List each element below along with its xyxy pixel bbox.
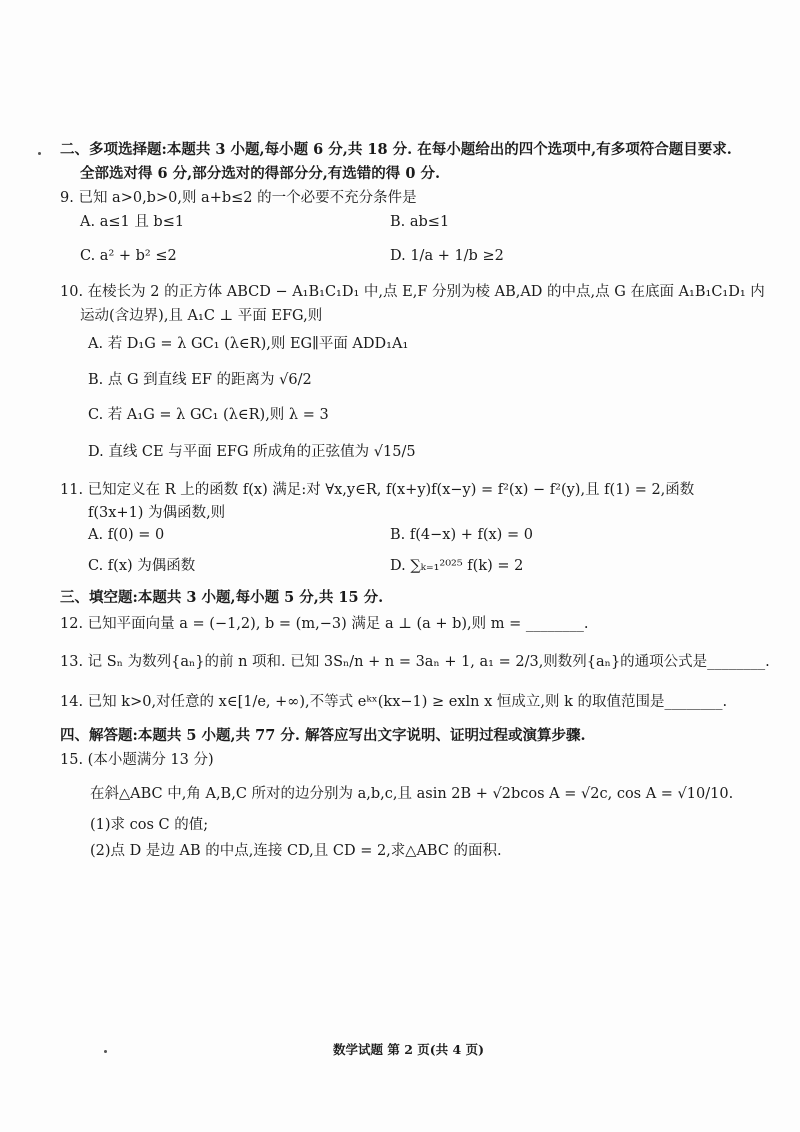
q15-heading: 15. (本小题满分 13 分) [60,752,214,768]
section2-note: 全部选对得 6 分,部分选对的得部分分,有选错的得 0 分. [80,165,441,182]
q11-option-c: C. f(x) 为偶函数 [88,558,196,574]
q11-option-d: D. ∑ₖ₌₁²⁰²⁵ f(k) = 2 [390,558,524,574]
q9-stem: 9. 已知 a>0,b>0,则 a+b≤2 的一个必要不充分条件是 [60,190,417,206]
q10-option-a: A. 若 D₁G = λ GC₁ (λ∈R),则 EG∥平面 ADD₁A₁ [88,336,409,352]
q10-option-b: B. 点 G 到直线 EF 的距离为 √6/2 [88,372,312,388]
q11-stem-line2: f(3x+1) 为偶函数,则 [88,505,226,521]
q11-option-b: B. f(4−x) + f(x) = 0 [390,527,533,543]
q15-part2: (2)点 D 是边 AB 的中点,连接 CD,且 CD = 2,求△ABC 的面积. [90,843,502,859]
section2-title: 二、多项选择题:本题共 3 小题,每小题 6 分,共 18 分. 在每小题给出的四个选项中,有多项符合题目要求. [60,141,732,158]
page-footer: 数学试题 第 2 页(共 4 页) [333,1042,484,1057]
scan-speck [104,1050,107,1053]
q15-stem: 在斜△ABC 中,角 A,B,C 所对的边分别为 a,b,c,且 asin 2B + √2bcos A = √2c, cos A = √10/10. [90,786,734,802]
scan-speck [38,152,41,155]
q10-option-c: C. 若 A₁G = λ GC₁ (λ∈R),则 λ = 3 [88,407,329,423]
q10-stem-line1: 10. 在棱长为 2 的正方体 ABCD − A₁B₁C₁D₁ 中,点 E,F 分别为棱 AB,AD 的中点,点 G 在底面 A₁B₁C₁D₁ 内 [60,284,765,300]
section4-title: 四、解答题:本题共 5 小题,共 77 分. 解答应写出文字说明、证明过程或演算步骤. [60,727,586,744]
q12: 12. 已知平面向量 a = (−1,2), b = (m,−3) 满足 a ⊥ (a + b),则 m = ________. [60,616,589,632]
q15-part1: (1)求 cos C 的值; [90,817,209,833]
q14: 14. 已知 k>0,对任意的 x∈[1/e, +∞),不等式 eᵏˣ(kx−1) ≥ exln x 恒成立,则 k 的取值范围是________. [60,694,728,710]
q9-option-c: C. a² + b² ≤2 [80,248,177,264]
q9-option-d: D. 1/a + 1/b ≥2 [390,248,504,264]
q10-stem-line2: 运动(含边界),且 A₁C ⊥ 平面 EFG,则 [80,308,323,324]
q11-option-a: A. f(0) = 0 [88,527,165,543]
q9-option-a: A. a≤1 且 b≤1 [80,214,185,230]
q11-stem-line1: 11. 已知定义在 R 上的函数 f(x) 满足:对 ∀x,y∈R, f(x+y)f(x−y) = f²(x) − f²(y),且 f(1) = 2,函数 [60,482,695,498]
section3-title: 三、填空题:本题共 3 小题,每小题 5 分,共 15 分. [60,589,384,606]
q10-option-d: D. 直线 CE 与平面 EFG 所成角的正弦值为 √15/5 [88,444,416,460]
q9-option-b: B. ab≤1 [390,214,450,230]
q13: 13. 记 Sₙ 为数列{aₙ}的前 n 项和. 已知 3Sₙ/n + n = 3aₙ + 1, a₁ = 2/3,则数列{aₙ}的通项公式是________. [60,654,770,670]
